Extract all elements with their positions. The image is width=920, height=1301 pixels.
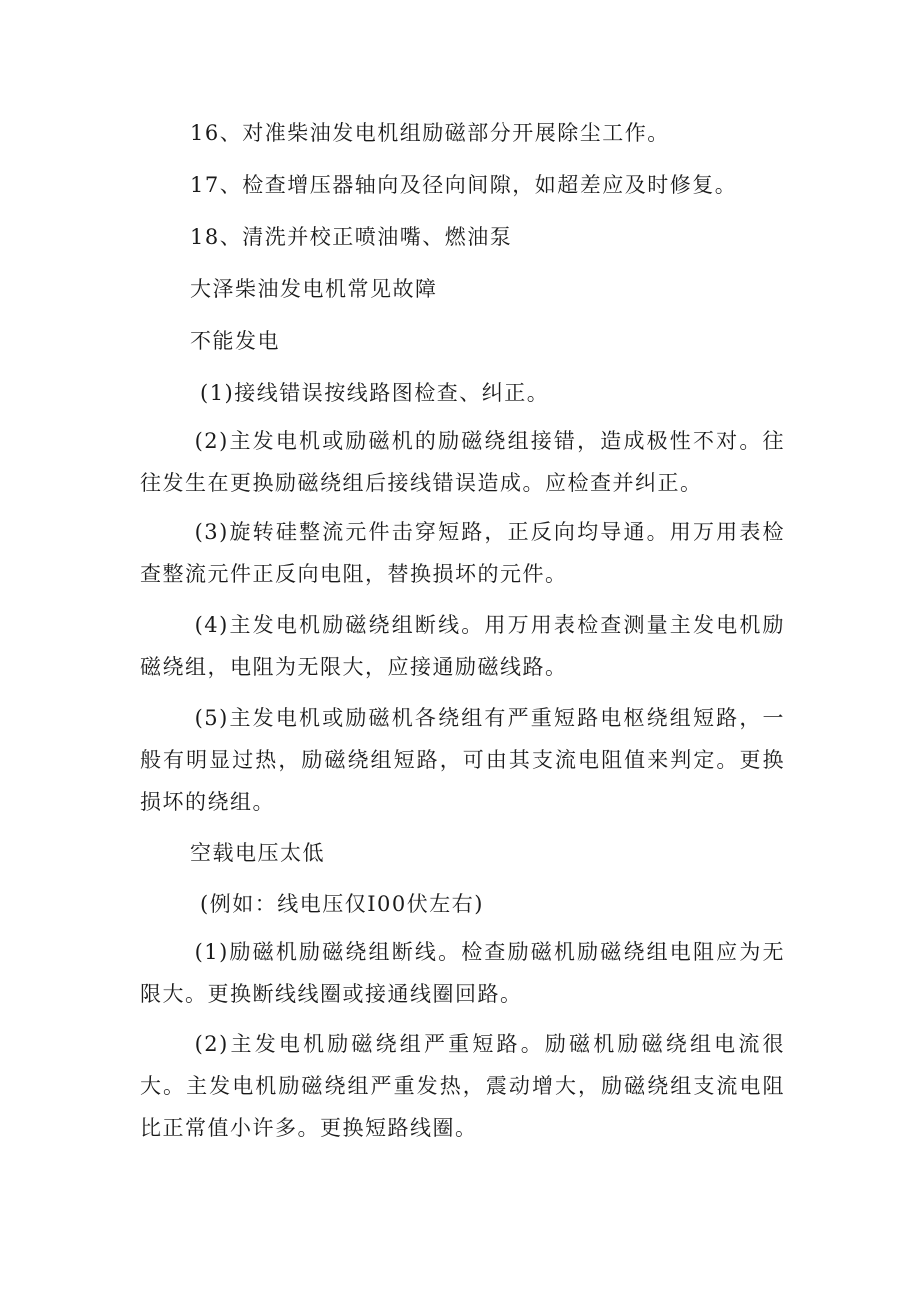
- fault2-example: (例如：线电压仅I00伏左右): [200, 892, 484, 916]
- fault-heading-no-power: 不能发电: [190, 329, 280, 353]
- fault2-step-1: (1)励磁机励磁绕组断线。检查励磁机励磁绕组电阻应为无限大。更换断线线圈或接通线圈回路。: [140, 940, 785, 1006]
- maintenance-item-16: 16、对准柴油发电机组励磁部分开展除尘工作。: [190, 121, 670, 145]
- fault2-step-2: (2)主发电机励磁绕组严重短路。励磁机励磁绕组电流很大。主发电机励磁绕组严重发热，震动增大，励磁绕组支流电阻比正常值小许多。更换短路线圈。: [140, 1032, 785, 1140]
- maintenance-item-17: 17、检查增压器轴向及径向间隙，如超差应及时修复。: [190, 173, 738, 197]
- fault1-step-5: (5)主发电机或励磁机各绕组有严重短路电枢绕组短路，一般有明显过热，励磁绕组短路，可由其支流电阻值来判定。更换损坏的绕组。: [140, 706, 785, 814]
- fault1-step-4: (4)主发电机励磁绕组断线。用万用表检查测量主发电机励磁绕组，电阻为无限大，应接通励磁线路。: [140, 613, 785, 679]
- maintenance-item-18: 18、清洗并校正喷油嘴、燃油泵: [190, 225, 513, 249]
- fault1-step-1: (1)接线错误按线路图检查、纠正。: [200, 381, 550, 405]
- fault1-step-2: (2)主发电机或励磁机的励磁绕组接错，造成极性不对。往往发生在更换励磁绕组后接线错误造成。应检查并纠正。: [140, 429, 785, 495]
- fault-heading-low-voltage: 空载电压太低: [190, 841, 325, 865]
- section-title: 大泽柴油发电机常见故障: [190, 277, 438, 301]
- fault1-step-3: (3)旋转硅整流元件击穿短路，正反向均导通。用万用表检查整流元件正反向电阻，替换损坏的元件。: [140, 520, 785, 586]
